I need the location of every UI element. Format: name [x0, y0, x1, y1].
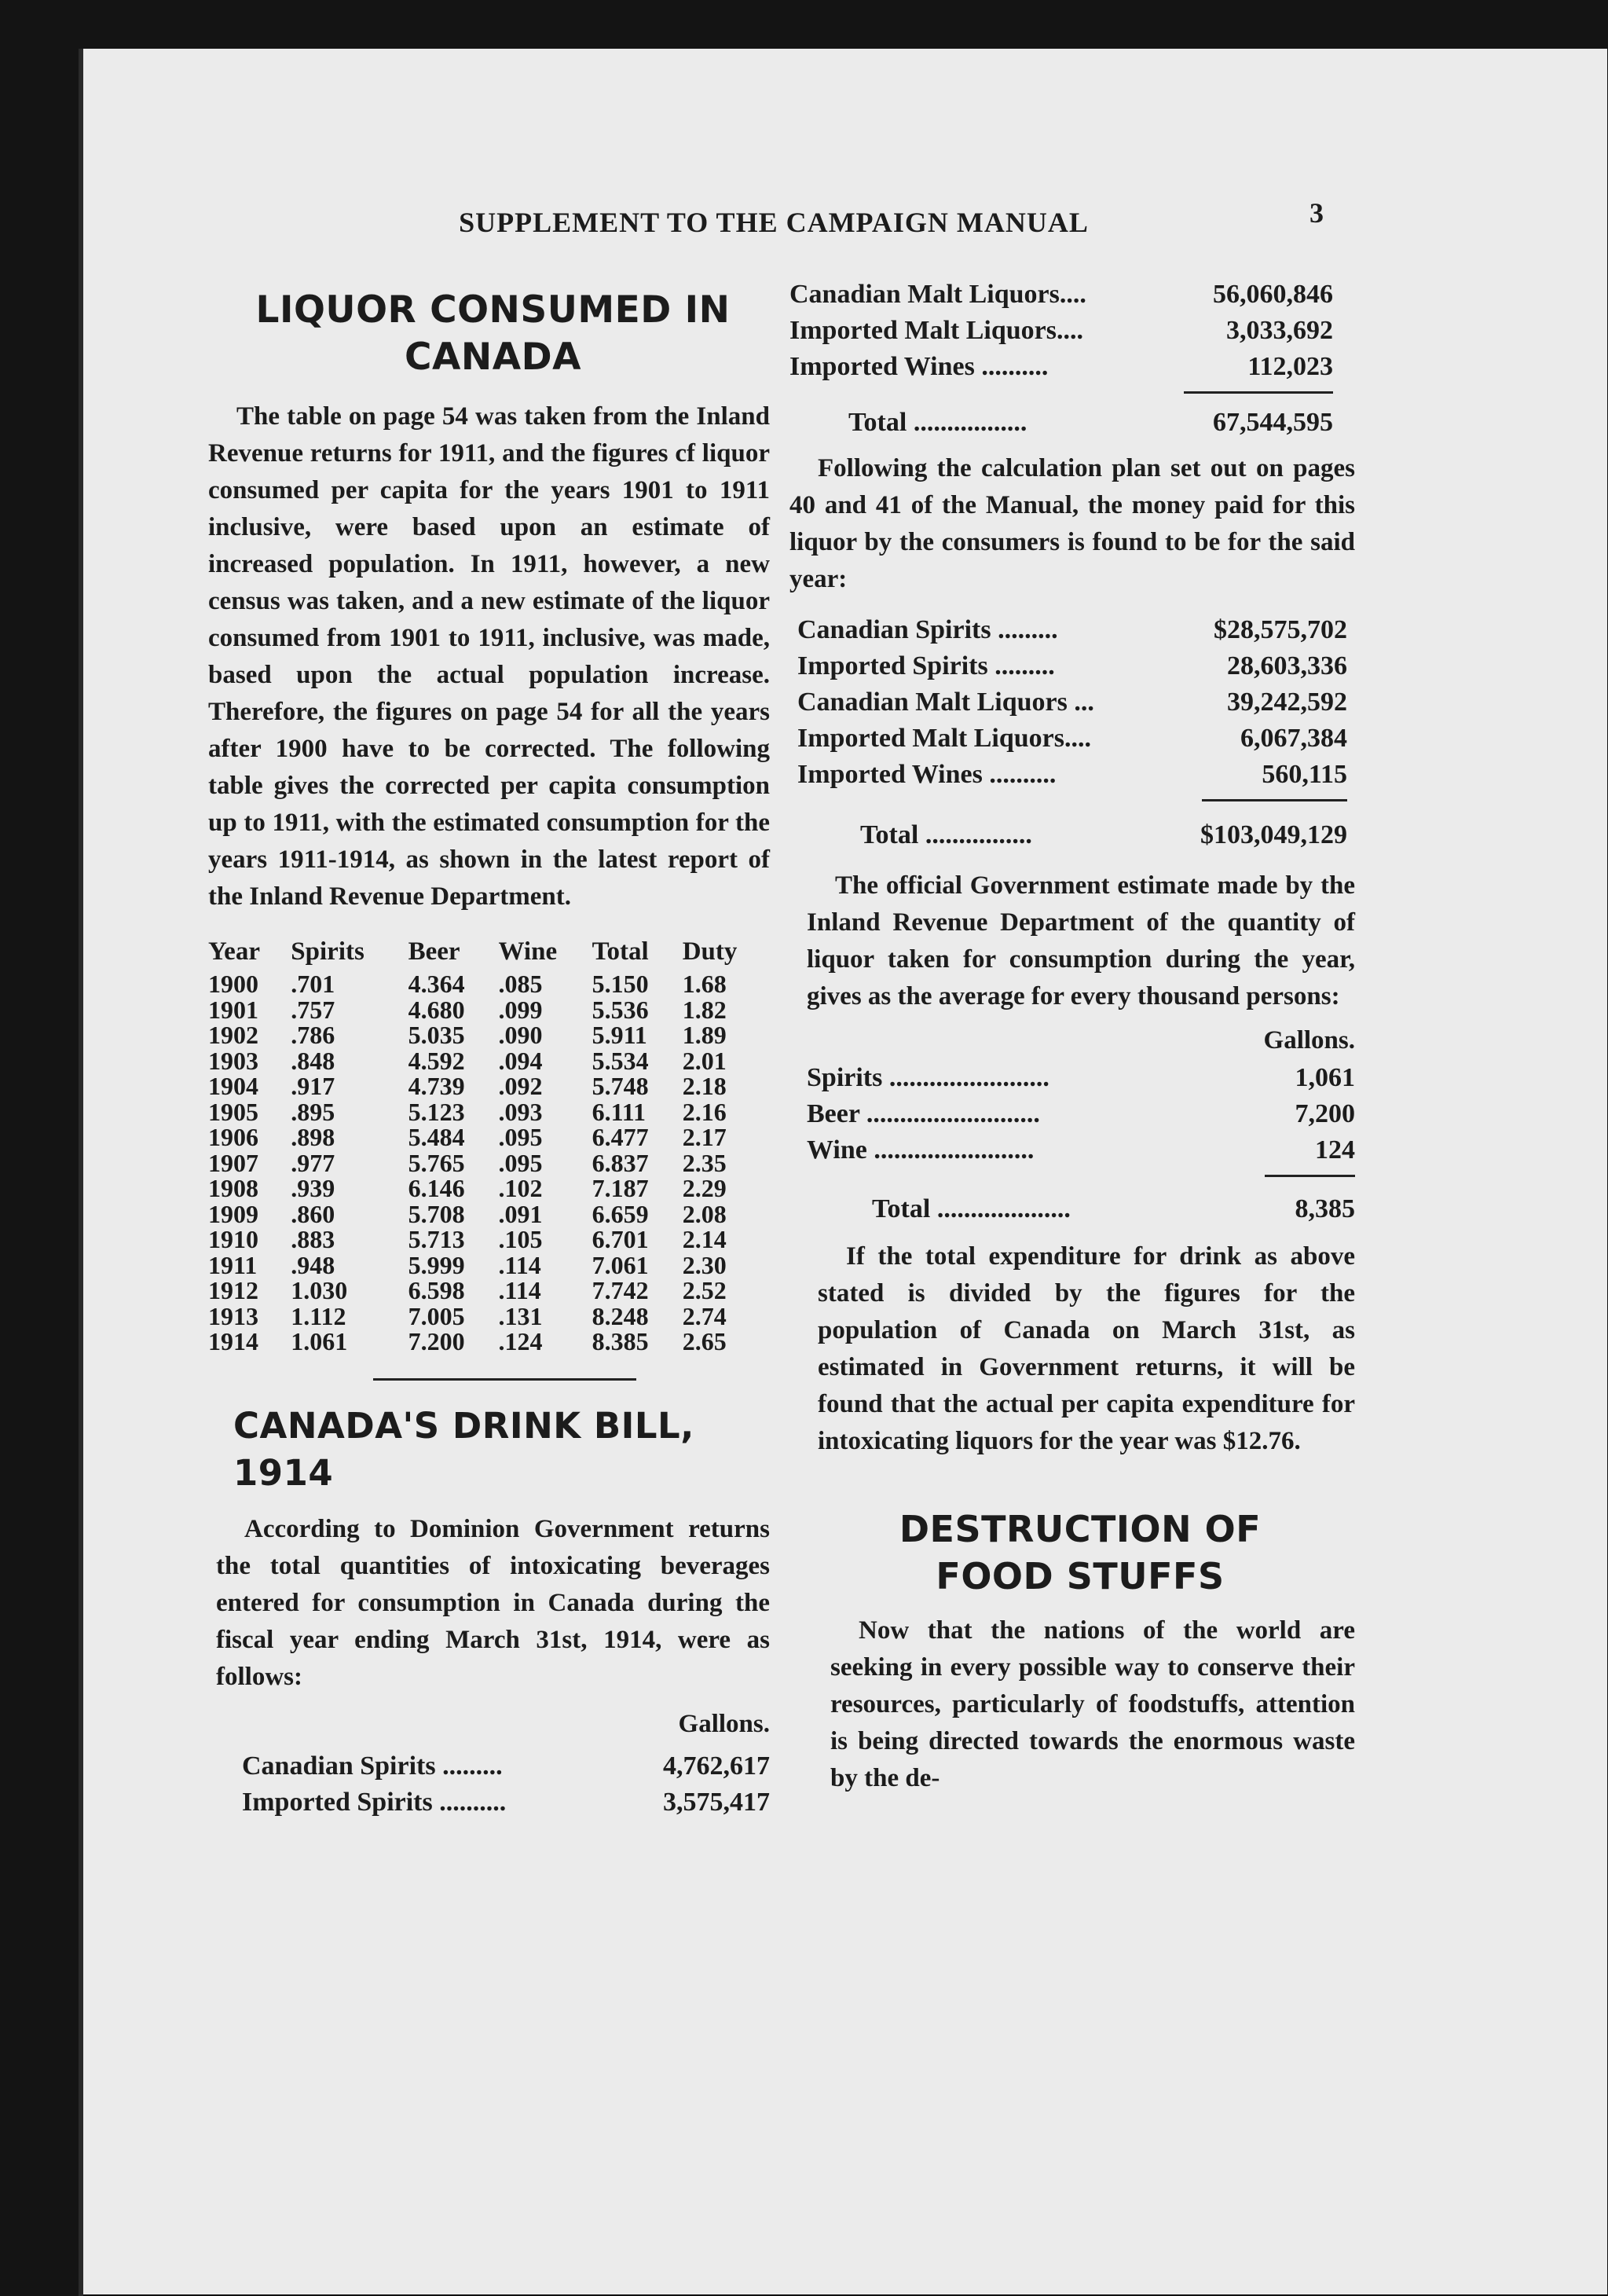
table-cell: 5.708 [408, 1199, 465, 1228]
table-cell: 2.16 [682, 1097, 727, 1126]
table-cell: .092 [498, 1072, 543, 1100]
table-row [208, 1073, 770, 1099]
table-cell: .105 [498, 1225, 543, 1253]
ledger-label: Imported Wines .......... [789, 352, 1049, 381]
ledger-row [797, 757, 1347, 793]
table-cell: .114 [498, 1250, 541, 1279]
table-cell: 6.598 [408, 1276, 465, 1304]
table-cell: 2.14 [682, 1225, 727, 1253]
table-cell: 6.701 [592, 1225, 649, 1253]
table-cell: 1903 [208, 1046, 258, 1075]
table-header-cell: Year [208, 937, 260, 966]
table-cell: 1.030 [291, 1276, 348, 1304]
ledger-row [797, 684, 1347, 721]
table-cell: 4.680 [408, 995, 465, 1024]
table-header-cell: Total [592, 937, 649, 966]
table-cell: 4.364 [408, 970, 465, 998]
table-cell: 1908 [208, 1174, 258, 1202]
ledger-row [789, 313, 1333, 349]
ledger-amount: 3,575,417 [663, 1787, 770, 1817]
liquor-consumed-paragraph: The table on page 54 was taken from the Inland Revenue returns for 1911, and the figures cf liquor consumed per capita for the years 1901 to 1911 inclusive, were based upon an estimate of increased population. In 1911, however, a new census was taken, and a new estimate of the liquor consumed from 1901 to 1911, inclusive, was made, based upon the actual population increase. Therefore, the figures on page 54 for all the years after 1900 have to be corrected. The following table gives the corrected per capita consumption up to 1911, with the estimated consumption for the years 1911-1914, as shown in the latest report of the Inland Revenue Department. [208, 402, 770, 911]
table-cell: .102 [498, 1174, 543, 1202]
table-cell: .883 [291, 1225, 335, 1253]
table-cell: 1.112 [291, 1301, 346, 1330]
table-cell: 5.035 [408, 1021, 465, 1049]
ledger-amount: 56,060,846 [1213, 280, 1333, 309]
table-cell: 5.534 [592, 1046, 649, 1075]
table-row [208, 1150, 770, 1176]
table-cell: 1905 [208, 1097, 258, 1126]
table-cell: 2.18 [682, 1072, 727, 1100]
destruction-paragraph: Now that the nations of the world are seeking in every possible way to conserve their resources, particularly of foodstuffs, attention is being directed towards the enormous waste by the de- [830, 1616, 1355, 1792]
table-cell: 1910 [208, 1225, 258, 1253]
right-column [789, 277, 1355, 1797]
ledger-label: Canadian Spirits ......... [242, 1751, 503, 1781]
table-cell: .757 [291, 995, 335, 1024]
section-title-liquor-consumed: LIQUOR CONSUMED IN CANADA [255, 288, 731, 379]
table-cell: 5.150 [592, 970, 649, 998]
table-cell: 2.30 [682, 1250, 727, 1279]
ledger-amount: $28,575,702 [1214, 615, 1347, 644]
table-cell: .948 [291, 1250, 335, 1279]
table-cell: .895 [291, 1097, 335, 1126]
table-row [208, 1022, 770, 1048]
table-cell: 1909 [208, 1199, 258, 1228]
ledger-label: Imported Malt Liquors.... [797, 724, 1091, 753]
table-cell: .848 [291, 1046, 335, 1075]
drink-bill-rows-right [789, 277, 1355, 385]
table-cell: 2.29 [682, 1174, 727, 1202]
table-row [208, 1176, 770, 1201]
drink-bill-rows-left [208, 1748, 770, 1821]
table-cell: 2.65 [682, 1327, 727, 1355]
table-row [208, 1227, 770, 1253]
ledger-amount: 39,242,592 [1227, 688, 1347, 717]
table-row [208, 1304, 770, 1330]
section-divider [373, 1378, 636, 1381]
ledger-label: Canadian Spirits ......... [797, 615, 1058, 644]
table-cell: 2.74 [682, 1301, 727, 1330]
table-row [208, 1253, 770, 1278]
table-cell: .860 [291, 1199, 335, 1228]
ledger-row [797, 612, 1347, 648]
table-cell: 7.061 [592, 1250, 649, 1279]
table-header-cell: Spirits [291, 937, 364, 966]
left-column [208, 287, 770, 1821]
table-row [208, 997, 770, 1023]
table-cell: 7.742 [592, 1276, 649, 1304]
table-cell: 1907 [208, 1148, 258, 1177]
total-rule [1202, 799, 1347, 801]
table-cell: 1900 [208, 970, 258, 998]
table-cell: 2.08 [682, 1199, 727, 1228]
table-header-cell: Beer [408, 937, 460, 966]
table-cell: .095 [498, 1123, 543, 1151]
ledger-amount: 28,603,336 [1227, 651, 1347, 680]
table-cell: .095 [498, 1148, 543, 1177]
ledger-label: Imported Spirits .......... [242, 1787, 507, 1817]
table-cell: 8.248 [592, 1301, 649, 1330]
table-cell: 2.52 [682, 1276, 727, 1304]
table-cell: 7.005 [408, 1301, 465, 1330]
gallons-unit-label: Gallons. [1263, 1026, 1355, 1054]
table-cell: 5.765 [408, 1148, 465, 1177]
table-cell: 1911 [208, 1250, 258, 1279]
table-cell: .124 [498, 1327, 543, 1355]
money-paid-total-row [789, 817, 1355, 853]
ledger-amount: 560,115 [1262, 760, 1347, 789]
table-cell: .898 [291, 1123, 335, 1151]
table-cell: 1.061 [291, 1327, 348, 1355]
table-cell: .701 [291, 970, 335, 998]
table-cell: 2.35 [682, 1148, 727, 1177]
total-label: Total ................ [860, 820, 1032, 849]
page-number: 3 [1309, 197, 1324, 229]
table-row [208, 1201, 770, 1227]
money-paid-rows [789, 612, 1355, 793]
table-row [208, 1048, 770, 1074]
table-cell: .131 [498, 1301, 543, 1330]
table-cell: .099 [498, 995, 543, 1024]
table-cell: 1912 [208, 1276, 258, 1304]
official-estimate-total-row [789, 1191, 1355, 1227]
ledger-label: Canadian Malt Liquors.... [789, 280, 1086, 309]
ledger-amount: 112,023 [1247, 352, 1333, 381]
ledger-label: Canadian Malt Liquors ... [797, 688, 1094, 717]
table-cell: 6.659 [592, 1199, 649, 1228]
ledger-label: Imported Malt Liquors.... [789, 316, 1083, 345]
table-cell: .094 [498, 1046, 543, 1075]
ledger-row [807, 1060, 1355, 1096]
table-cell: 6.477 [592, 1123, 649, 1151]
table-cell: .090 [498, 1021, 543, 1049]
total-rule [1184, 391, 1333, 394]
table-header-cell: Wine [498, 937, 558, 966]
ledger-amount: 6,067,384 [1240, 724, 1347, 753]
table-cell: 1.82 [682, 995, 727, 1024]
table-row [208, 1124, 770, 1150]
table-cell: .085 [498, 970, 543, 998]
table-cell: 1904 [208, 1072, 258, 1100]
gallons-unit-label: Gallons. [678, 1709, 770, 1738]
table-row [208, 971, 770, 997]
table-cell: 6.146 [408, 1174, 465, 1202]
table-cell: 1914 [208, 1327, 258, 1355]
table-header-row [208, 937, 770, 971]
ledger-label: Imported Wines .......... [797, 760, 1057, 789]
table-cell: .093 [498, 1097, 543, 1126]
total-label: Total ................. [848, 408, 1027, 437]
table-cell: 7.187 [592, 1174, 649, 1202]
total-label: Total .................... [872, 1194, 1071, 1223]
table-cell: 4.739 [408, 1072, 465, 1100]
table-cell: .091 [498, 1199, 543, 1228]
ledger-amount: 1,061 [1295, 1063, 1355, 1092]
table-cell: 6.837 [592, 1148, 649, 1177]
table-cell: .786 [291, 1021, 335, 1049]
table-header-cell: Duty [682, 937, 738, 966]
official-estimate-rows [789, 1060, 1355, 1168]
total-amount: 67,544,595 [1213, 408, 1333, 437]
table-cell: 5.484 [408, 1123, 465, 1151]
table-cell: 6.111 [592, 1097, 646, 1126]
table-cell: 1902 [208, 1021, 258, 1049]
ledger-label: Spirits ........................ [807, 1063, 1049, 1092]
ledger-row [242, 1784, 770, 1821]
ledger-label: Wine ........................ [807, 1135, 1035, 1165]
ledger-row [797, 648, 1347, 684]
ledger-row [807, 1132, 1355, 1168]
table-cell: 5.999 [408, 1250, 465, 1279]
ledger-row [242, 1748, 770, 1784]
table-cell: .917 [291, 1072, 335, 1100]
table-cell: 1901 [208, 995, 258, 1024]
table-cell: 5.536 [592, 995, 649, 1024]
table-cell: 1.89 [682, 1021, 727, 1049]
table-row [208, 1278, 770, 1304]
ledger-label: Beer .......................... [807, 1099, 1040, 1128]
table-row [208, 1099, 770, 1125]
ledger-amount: 124 [1315, 1135, 1355, 1165]
per-capita-paragraph: If the total expenditure for drink as above stated is divided by the figures for the population of Canada on March 31st, as estimated in Government returns, it will be found that the actual per capita expenditure for intoxicating liquors for the year was $12.76. [818, 1242, 1355, 1455]
ledger-amount: 4,762,617 [663, 1751, 770, 1781]
table-cell: 5.748 [592, 1072, 649, 1100]
section-title-drink-bill: CANADA'S DRINK BILL, 1914 [233, 1404, 694, 1494]
section-title-destruction: DESTRUCTION OF FOOD STUFFS [899, 1508, 1262, 1597]
ledger-label: Imported Spirits ......... [797, 651, 1055, 680]
money-paid-paragraph: Following the calculation plan set out on pages 40 and 41 of the Manual, the money paid for this liquor by the consumers is found to be for the said year: [789, 454, 1355, 593]
ledger-row [789, 349, 1333, 385]
table-cell: 1913 [208, 1301, 258, 1330]
drink-bill-paragraph: According to Dominion Government returns the total quantities of intoxicating beverages entered for consumption in Canada during the fiscal year ending March 31st, 1914, were as follows: [216, 1514, 770, 1691]
ledger-amount: 7,200 [1295, 1099, 1355, 1128]
table-cell: 8.385 [592, 1327, 649, 1355]
drink-bill-total-row [789, 405, 1355, 441]
total-amount: $103,049,129 [1200, 820, 1347, 849]
table-cell: .114 [498, 1276, 541, 1304]
running-head: SUPPLEMENT TO THE CAMPAIGN MANUAL [459, 207, 1089, 238]
total-rule [1265, 1175, 1355, 1177]
table-row [208, 1329, 770, 1355]
ledger-row [797, 721, 1347, 757]
ledger-amount: 3,033,692 [1226, 316, 1333, 345]
table-cell: 7.200 [408, 1327, 465, 1355]
table-cell: 1.68 [682, 970, 727, 998]
table-cell: 1906 [208, 1123, 258, 1151]
table-cell: 2.01 [682, 1046, 727, 1075]
table-cell: .977 [291, 1148, 335, 1177]
consumption-table [208, 937, 770, 1355]
ledger-row [789, 277, 1333, 313]
table-cell: 5.911 [592, 1021, 647, 1049]
official-estimate-paragraph: The official Government estimate made by the Inland Revenue Department of the quantity of liquor taken for consumption during the year, gives as the average for every thousand persons: [807, 871, 1355, 1010]
total-amount: 8,385 [1295, 1194, 1355, 1223]
table-cell: 5.123 [408, 1097, 465, 1126]
table-cell: 4.592 [408, 1046, 465, 1075]
table-cell: 5.713 [408, 1225, 465, 1253]
ledger-row [807, 1096, 1355, 1132]
table-cell: .939 [291, 1174, 335, 1202]
table-cell: 2.17 [682, 1123, 727, 1151]
